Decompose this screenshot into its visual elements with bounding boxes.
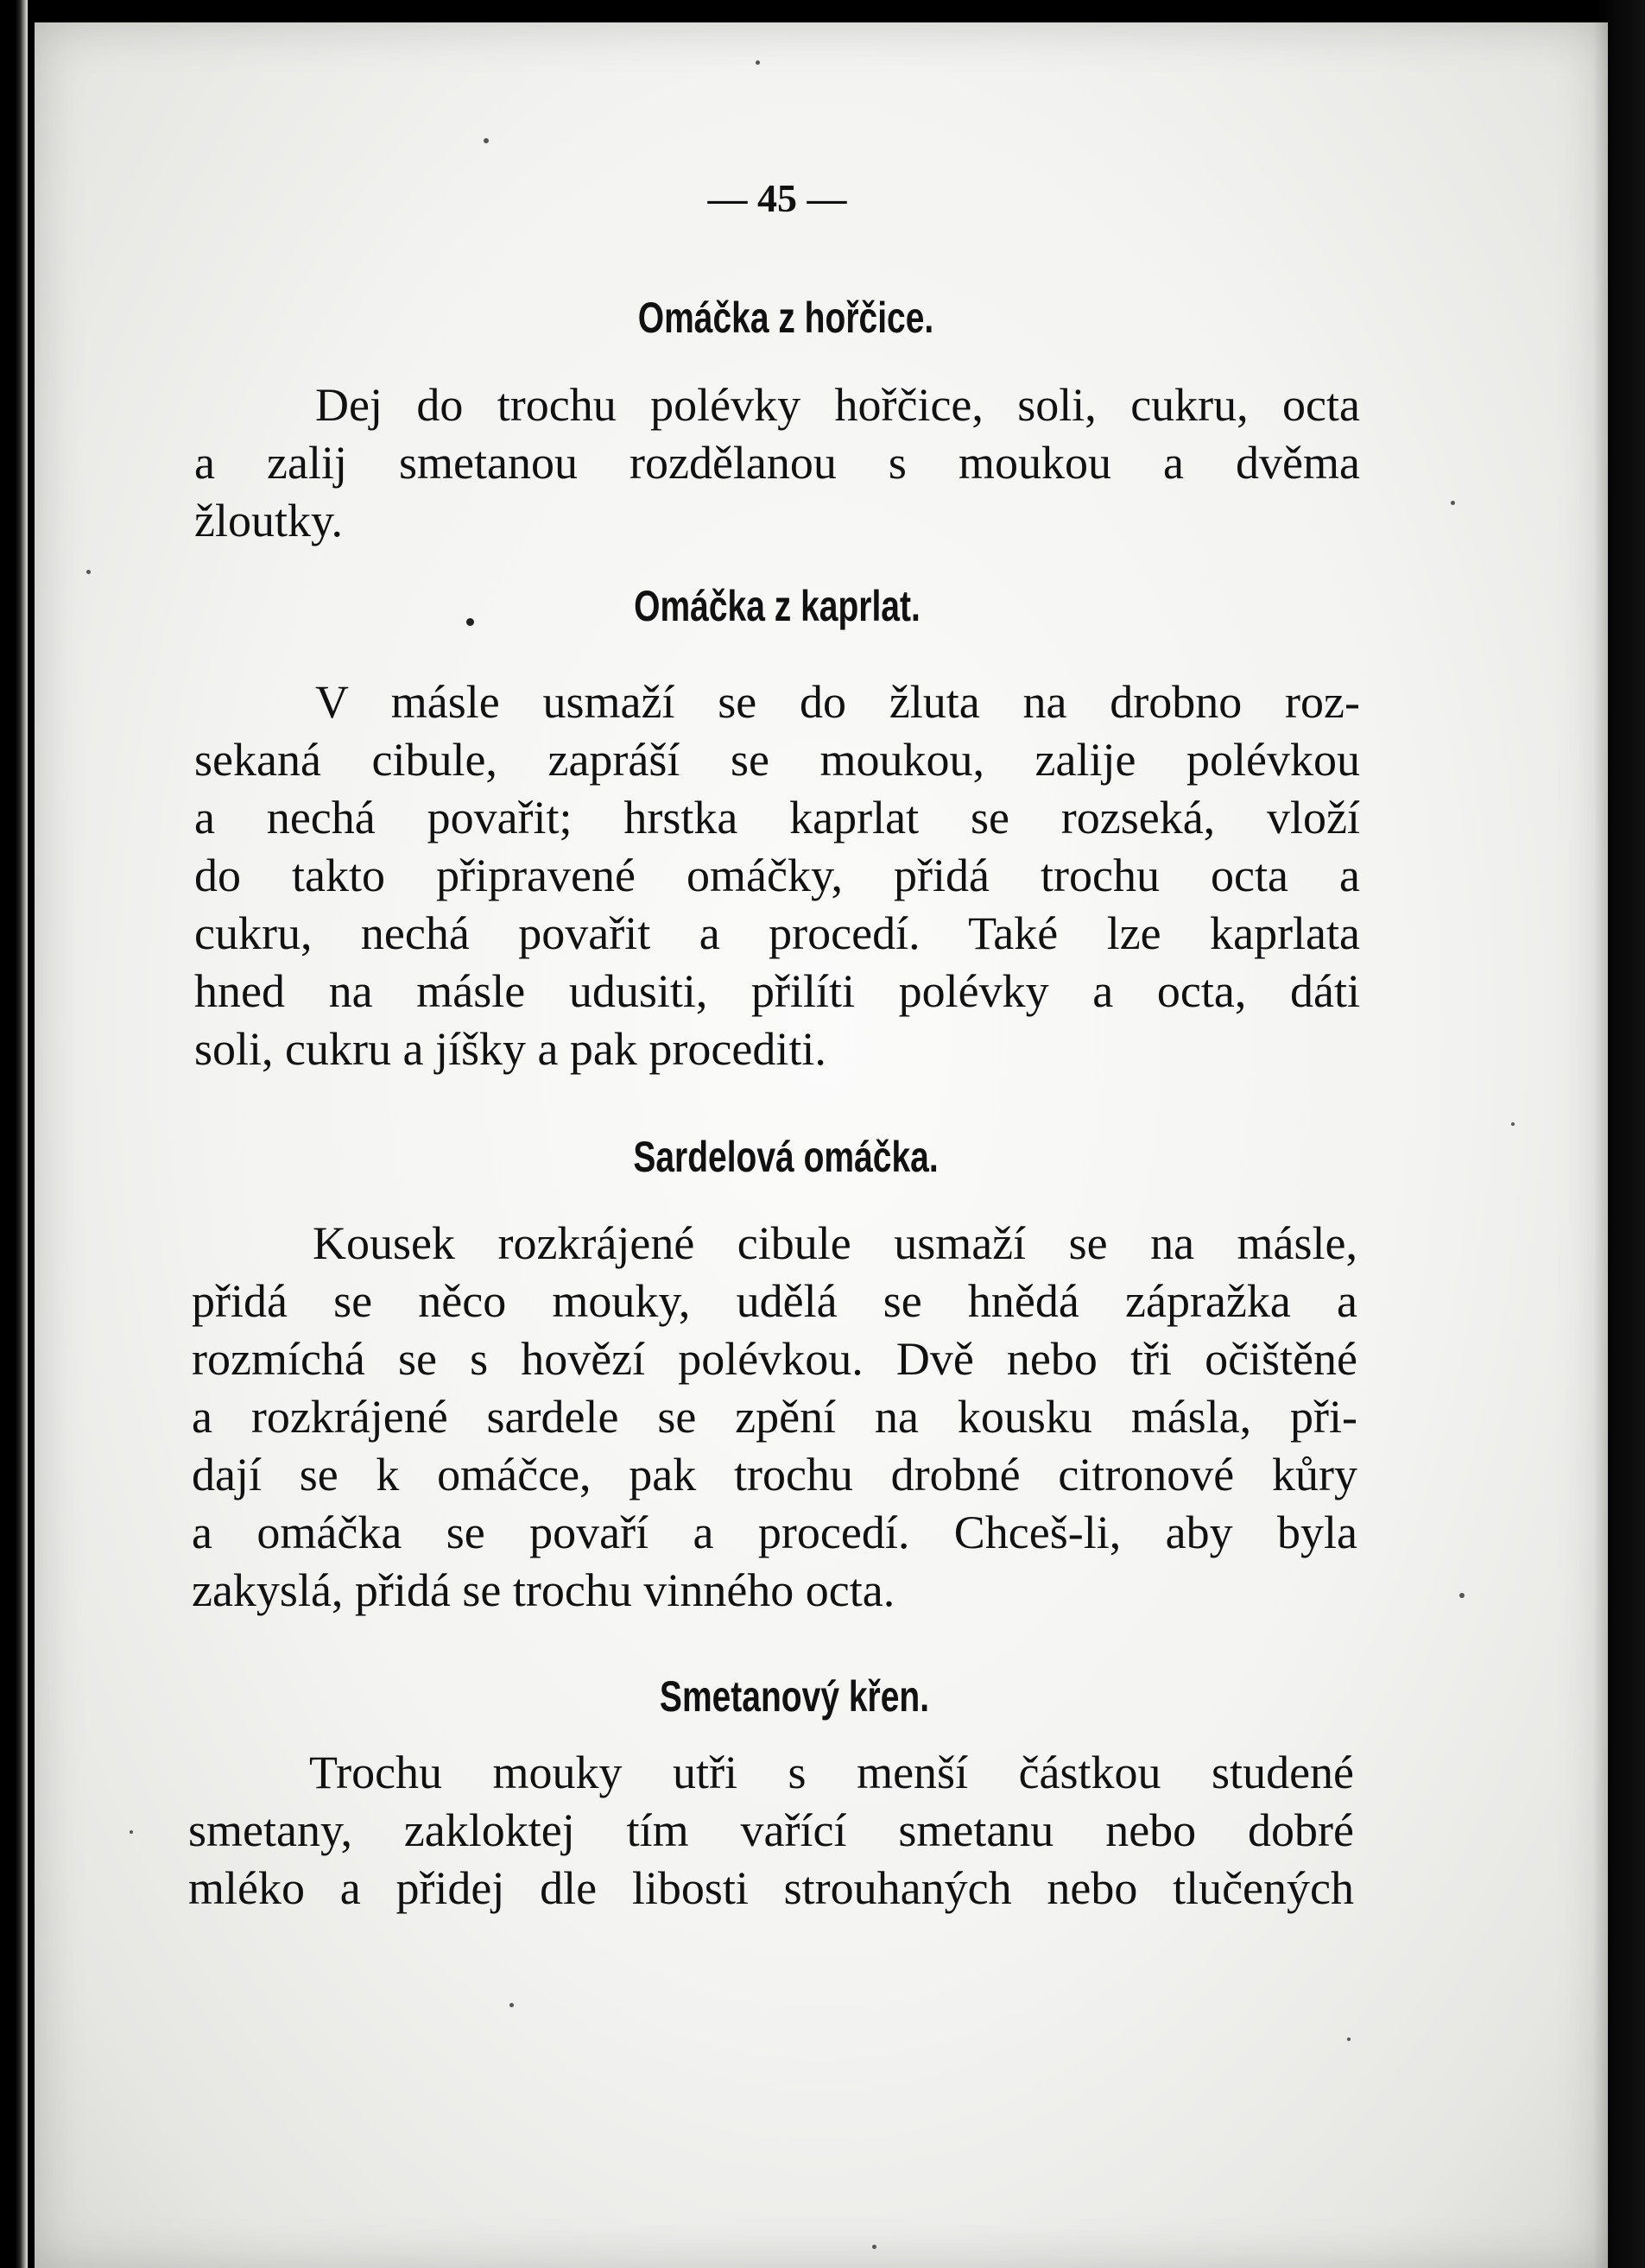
scan-speck (130, 1830, 133, 1834)
scan-speck (484, 138, 489, 143)
page-right-edge-shadow (1593, 0, 1645, 2268)
paragraph-line: smetany, zakloktej tím vařící smetanu nebo dobré (188, 1804, 1354, 1856)
paragraph-line: mléko a přidej dle libosti strouhaných nebo tlučených (188, 1862, 1354, 1914)
paragraph-line: a nechá povařit; hrstka kaprlat se rozseká, vloží (194, 792, 1360, 843)
paragraph-line: do takto připravené omáčky, přidá trochu octa a (194, 850, 1360, 901)
paragraph-line: soli, cukru a jíšky a pak procediti. (194, 1023, 826, 1075)
paragraph-line: Dej do trochu polévky hořčice, soli, cukru, octa (315, 379, 1360, 431)
scan-speck (86, 570, 91, 574)
paragraph-line: Kousek rozkrájené cibule usmaží se na másle, (313, 1217, 1357, 1269)
scan-speck (1459, 1593, 1465, 1598)
scan-speck (1451, 501, 1455, 505)
paragraph-line: a rozkrájené sardele se zpění na kousku másla, při- (192, 1391, 1357, 1443)
page-number: — 45 — (707, 176, 847, 220)
scan-speck (1347, 2037, 1351, 2041)
paragraph-line: Trochu mouky utři s menší částkou studené (309, 1747, 1354, 1798)
scan-speck (872, 2245, 876, 2249)
scan-speck (509, 2003, 514, 2007)
paragraph-line: cukru, nechá povařit a procedí. Také lze kaprlata (194, 907, 1360, 959)
paragraph-line: a omáčka se povaří a procedí. Chceš-li, aby byla (192, 1507, 1357, 1558)
section-heading: Sardelová omáčka. (633, 1133, 939, 1181)
paragraph-line: V másle usmaží se do žluta na drobno roz- (315, 676, 1360, 728)
paragraph-line: rozmíchá se s hovězí polévkou. Dvě nebo tři očištěné (192, 1333, 1357, 1385)
section-heading: Omáčka z hořčice. (637, 294, 934, 342)
scan-speck (1511, 1122, 1515, 1126)
scan-speck (466, 618, 474, 626)
paragraph-line: dají se k omáčce, pak trochu drobné citronové kůry (192, 1449, 1357, 1500)
paragraph-line: sekaná cibule, zapráší se moukou, zalije polévkou (194, 734, 1360, 786)
paragraph-line: žloutky. (194, 495, 343, 546)
paragraph-line: zakyslá, přidá se trochu vinného octa. (192, 1564, 895, 1616)
scan-speck (756, 60, 760, 65)
section-heading: Omáčka z kaprlat. (634, 582, 921, 630)
section-heading: Smetanový křen. (659, 1672, 930, 1721)
paragraph-line: a zalij smetanou rozdělanou s moukou a dvěma (194, 437, 1360, 489)
book-spine-edge (16, 0, 28, 2268)
paragraph-line: přidá se něco mouky, udělá se hnědá zápražka a (192, 1275, 1357, 1327)
paragraph-line: hned na másle udusiti, přilíti polévky a octa, dáti (194, 965, 1360, 1017)
